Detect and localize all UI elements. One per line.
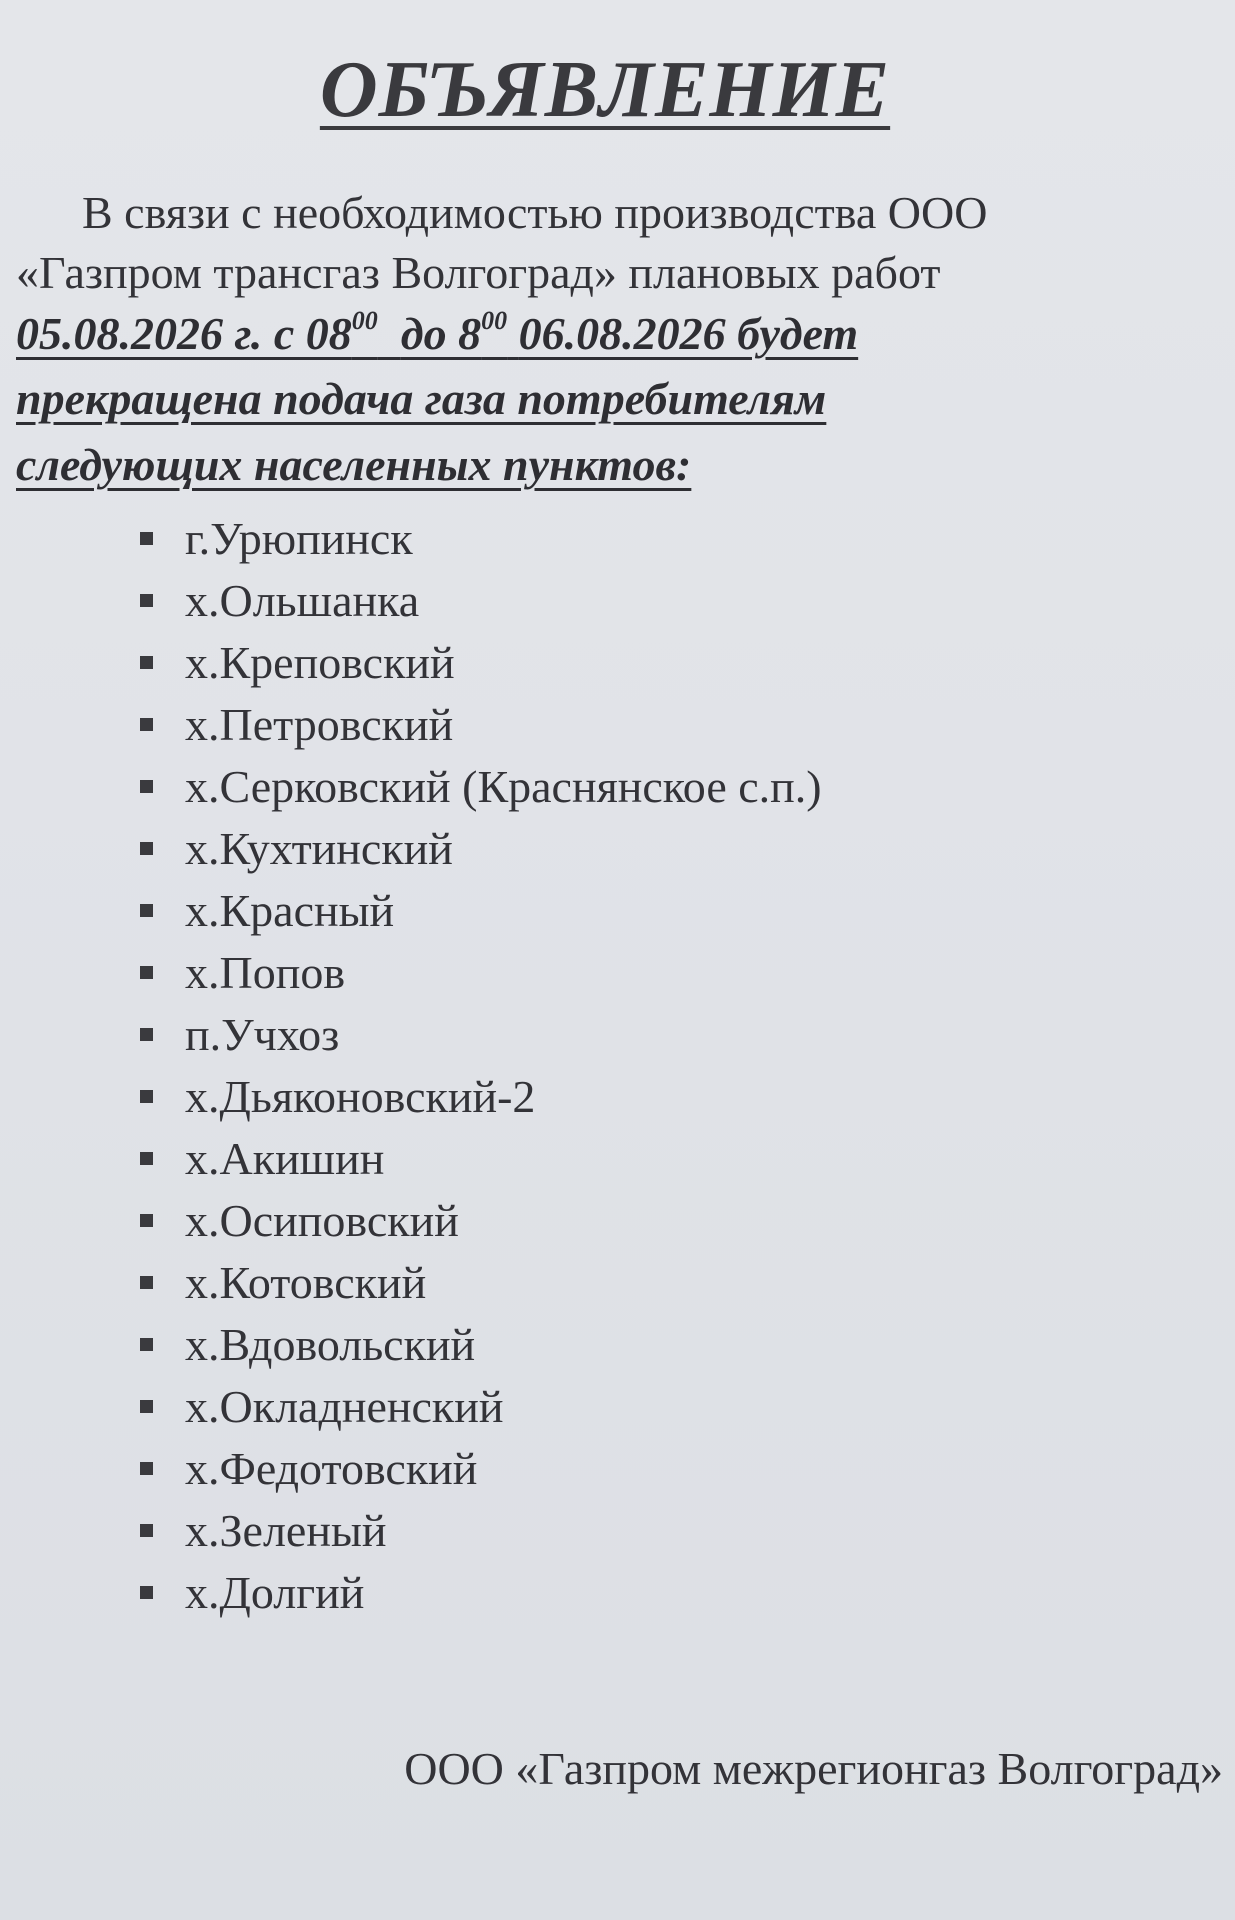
intro-line-1: В связи с необходимостью производства ООО xyxy=(82,187,988,238)
square-bullet-icon xyxy=(140,842,153,855)
settlement-item xyxy=(140,879,822,941)
square-bullet-icon xyxy=(140,1276,153,1289)
settlement-name: г.Урюпинск xyxy=(185,512,413,564)
notice-line-2: прекращена подача газа потребителям xyxy=(16,373,827,424)
square-bullet-icon xyxy=(140,656,153,669)
square-bullet-icon xyxy=(140,780,153,793)
settlement-name: х.Осиповский xyxy=(185,1194,459,1246)
date-end: 06.08.2026 будет xyxy=(518,308,859,359)
settlement-item xyxy=(140,1437,822,1499)
square-bullet-icon xyxy=(140,966,153,979)
date-mid: до 8 xyxy=(400,308,482,359)
settlement-name: х.Долгий xyxy=(185,1566,365,1618)
settlement-name: х.Зеленый xyxy=(185,1504,387,1556)
notice-title-text: ОБЪЯВЛЕНИЕ xyxy=(319,46,891,134)
square-bullet-icon xyxy=(140,1400,153,1413)
settlement-item xyxy=(140,631,822,693)
date-start: 05.08.2026 г. с 08 xyxy=(16,308,352,359)
settlement-item xyxy=(140,1313,822,1375)
square-bullet-icon xyxy=(140,1214,153,1227)
signature: ООО «Газпром межрегионгаз Волгоград» xyxy=(404,1743,1223,1794)
notice-line-3: следующих населенных пунктов: xyxy=(16,439,692,490)
settlement-item xyxy=(140,1375,822,1437)
settlement-item xyxy=(140,755,822,817)
square-bullet-icon xyxy=(140,1524,153,1537)
notice-dates-line xyxy=(16,306,858,360)
settlement-name: х.Федотовский xyxy=(185,1442,478,1494)
settlement-name: х.Кухтинский xyxy=(185,822,453,874)
settlement-name: п.Учхоз xyxy=(185,1008,340,1060)
settlement-item xyxy=(140,1189,822,1251)
square-bullet-icon xyxy=(140,1338,153,1351)
square-bullet-icon xyxy=(140,718,153,731)
settlement-item xyxy=(140,569,822,631)
settlement-item xyxy=(140,817,822,879)
settlement-name: х.Вдовольский xyxy=(185,1318,476,1370)
time-start-minutes: 00 xyxy=(351,306,378,335)
settlement-item xyxy=(140,1499,822,1561)
square-bullet-icon xyxy=(140,904,153,917)
square-bullet-icon xyxy=(140,594,153,607)
square-bullet-icon xyxy=(140,532,153,545)
square-bullet-icon xyxy=(140,1028,153,1041)
settlement-name: х.Котовский xyxy=(185,1256,427,1308)
settlement-name: х.Акишин xyxy=(185,1132,385,1184)
settlement-name: х.Окладненский xyxy=(185,1380,504,1432)
square-bullet-icon xyxy=(140,1462,153,1475)
settlement-item xyxy=(140,1127,822,1189)
settlement-item xyxy=(140,1251,822,1313)
settlement-item xyxy=(140,941,822,1003)
settlement-name: х.Дьяконовский-2 xyxy=(185,1070,536,1122)
settlement-name: х.Ольшанка xyxy=(185,574,420,626)
settlement-name: х.Попов xyxy=(185,946,346,998)
settlement-list xyxy=(140,507,822,1623)
square-bullet-icon xyxy=(140,1152,153,1165)
time-end-minutes: 00 xyxy=(481,306,508,335)
settlement-item xyxy=(140,693,822,755)
settlement-name: х.Серковский (Краснянское с.п.) xyxy=(185,760,822,812)
square-bullet-icon xyxy=(140,1586,153,1599)
intro-line-2: «Газпром трансгаз Волгоград» плановых работ xyxy=(16,247,941,298)
settlement-item xyxy=(140,1561,822,1623)
settlement-item xyxy=(140,1065,822,1127)
square-bullet-icon xyxy=(140,1090,153,1103)
notice-title xyxy=(0,45,1210,136)
settlement-name: х.Креповский xyxy=(185,636,455,688)
settlement-item xyxy=(140,507,822,569)
settlement-name: х.Петровский xyxy=(185,698,454,750)
settlement-name: х.Красный xyxy=(185,884,395,936)
settlement-item xyxy=(140,1003,822,1065)
